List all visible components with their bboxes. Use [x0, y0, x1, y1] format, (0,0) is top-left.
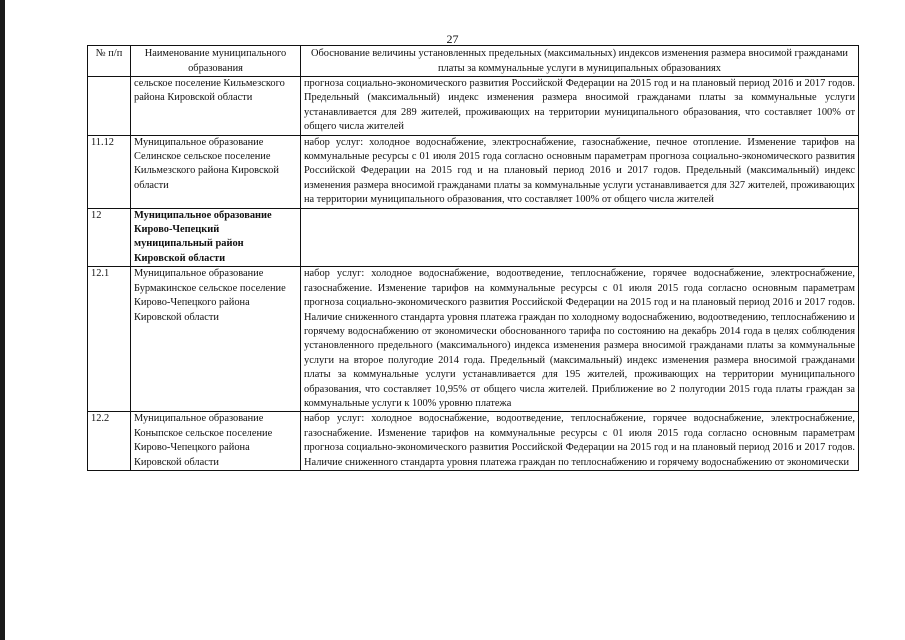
header-num: № п/п — [88, 46, 131, 77]
row-text: прогноза социально-экономического развития Российской Федерации на 2015 год и на плановый период 2016 и 2017 годов. Предельный (максимальный) индекс изменения размера вносимой гражданами платы за коммунальные услуги устанавливается для 289 жителей, проживающих на территории муниципального образования, что составляет 100% от общего числа жителей — [301, 77, 859, 136]
row-name: сельское поселение Кильмезского района Кировской области — [131, 77, 301, 136]
document-table — [87, 45, 859, 471]
page-number: 27 — [446, 32, 459, 46]
header-basis: Обоснование величины установленных предельных (максимальных) индексов изменения размера вносимой гражданами платы за коммунальные услуги в муниципальных образованиях — [301, 46, 859, 77]
table-row — [88, 267, 859, 412]
scan-edge-bar — [0, 0, 5, 640]
table-row — [88, 135, 859, 208]
row-num — [88, 77, 131, 136]
row-num: 11.12 — [88, 135, 131, 208]
table-row — [88, 77, 859, 136]
row-num: 12 — [88, 208, 131, 267]
row-text: набор услуг: холодное водоснабжение, водоотведение, теплоснабжение, горячее водоснабжение, электроснабжение, газоснабжение. Изменение тарифов на коммунальные ресурсы с 01 июля 2015 года согласно основным параметрам прогноза социально-экономического развития Российской Федерации на 2015 год и на плановый период 2016 и 2017 годов. Наличие сниженного стандарта уровня платежа граждан по теплоснабжению и горячему водоснабжению от экономически — [301, 412, 859, 471]
header-name: Наименование муниципального образования — [131, 46, 301, 77]
row-text: набор услуг: холодное водоснабжение, водоотведение, теплоснабжение, горячее водоснабжение, электроснабжение, газоснабжение. Изменение тарифов на коммунальные ресурсы с 01 июля 2015 года согласно основным параметрам прогноза социально-экономического развития Российской Федерации на 2015 год и на плановый период 2016 и 2017 годов. Наличие сниженного стандарта уровня платежа граждан по холодному водоснабжению, водоотведению, теплоснабжению и горячему водоснабжению от экономически обоснованного тарифа по состоянию на декабрь 2014 года в целях соблюдения установленного предельного (максимального) индекса изменения размера вносимой гражданами платы за коммунальные услуги на второе полугодие 2014 года. Предельный (максимальный) индекс изменения размера вносимой гражданами платы за коммунальные услуги устанавливается для 195 жителей, проживающих на территории муниципального образования, что составляет 10,95% от общего числа жителей. Приближение во 2 полугодии 2015 года платы граждан за коммунальные услуги к 100% уровню платежа — [301, 267, 859, 412]
row-name: Муниципальное образование Селинское сельское поселение Кильмезского района Кировской области — [131, 135, 301, 208]
row-name: Муниципальное образование Кирово-Чепецкий муниципальный район Кировской области — [131, 208, 301, 267]
row-name: Муниципальное образование Коныпское сельское поселение Кирово-Чепецкого района Кировской области — [131, 412, 301, 471]
row-num: 12.1 — [88, 267, 131, 412]
table-row — [88, 412, 859, 471]
row-name: Муниципальное образование Бурмакинское сельское поселение Кирово-Чепецкого района Кировской области — [131, 267, 301, 412]
header-row — [88, 46, 859, 77]
table-row — [88, 208, 859, 267]
row-num: 12.2 — [88, 412, 131, 471]
row-text — [301, 208, 859, 267]
row-text: набор услуг: холодное водоснабжение, электроснабжение, газоснабжение, печное отопление. Изменение тарифов на коммунальные ресурсы с 01 июля 2015 года согласно основным параметрам прогноза социально-экономического развития Российской Федерации на 2015 год и на плановый период 2016 и 2017 годов. Предельный (максимальный) индекс изменения размера вносимой гражданами платы за коммунальные услуги устанавливается для 327 жителей, проживающих на территории муниципального образования, что составляет 100% от общего числа жителей — [301, 135, 859, 208]
